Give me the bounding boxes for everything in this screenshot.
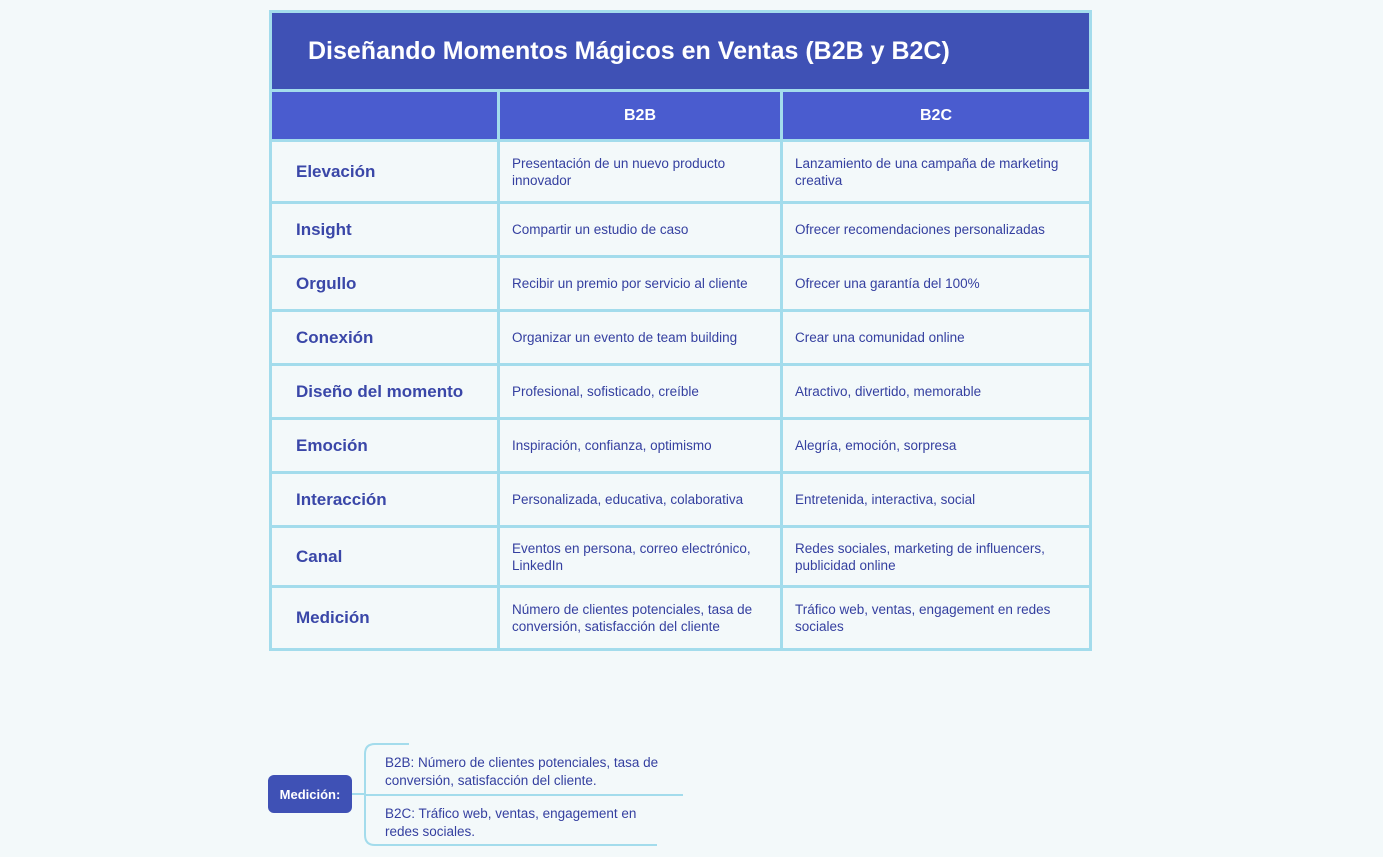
mindmap-branch-b2c: B2C: Tráfico web, ventas, engagement en redes sociales. [385,806,637,839]
b2c-cell: Atractivo, divertido, memorable [782,365,1091,419]
b2b-cell: Recibir un premio por servicio al cliente [499,257,782,311]
mindmap-root: Medición: [268,775,352,813]
b2c-cell: Redes sociales, marketing de influencers, publicidad online [782,527,1091,587]
b2c-cell: Tráfico web, ventas, engagement en redes sociales [782,587,1091,650]
b2b-cell: Presentación de un nuevo producto innovador [499,141,782,203]
b2c-cell: Alegría, emoción, sorpresa [782,419,1091,473]
row-label: Medición [271,587,499,650]
b2c-cell: Lanzamiento de una campaña de marketing creativa [782,141,1091,203]
row-label: Insight [271,203,499,257]
table-title: Diseñando Momentos Mágicos en Ventas (B2B y B2C) [271,12,1091,91]
b2b-cell: Inspiración, confianza, optimismo [499,419,782,473]
row-label: Elevación [271,141,499,203]
mindmap-branch-b2b: B2B: Número de clientes potenciales, tasa de conversión, satisfacción del cliente. [385,755,659,788]
row-label: Conexión [271,311,499,365]
row-label: Diseño del momento [271,365,499,419]
b2b-cell: Número de clientes potenciales, tasa de conversión, satisfacción del cliente [499,587,782,650]
b2c-cell: Ofrecer recomendaciones personalizadas [782,203,1091,257]
b2b-cell: Eventos en persona, correo electrónico, LinkedIn [499,527,782,587]
b2b-cell: Profesional, sofisticado, creíble [499,365,782,419]
row-label: Orgullo [271,257,499,311]
b2c-cell: Ofrecer una garantía del 100% [782,257,1091,311]
header-b2c: B2C [782,91,1091,141]
b2c-cell: Crear una comunidad online [782,311,1091,365]
b2b-cell: Personalizada, educativa, colaborativa [499,473,782,527]
row-label: Canal [271,527,499,587]
b2c-cell: Entretenida, interactiva, social [782,473,1091,527]
row-label: Interacción [271,473,499,527]
row-label: Emoción [271,419,499,473]
header-b2b: B2B [499,91,782,141]
b2b-cell: Compartir un estudio de caso [499,203,782,257]
b2b-cell: Organizar un evento de team building [499,311,782,365]
